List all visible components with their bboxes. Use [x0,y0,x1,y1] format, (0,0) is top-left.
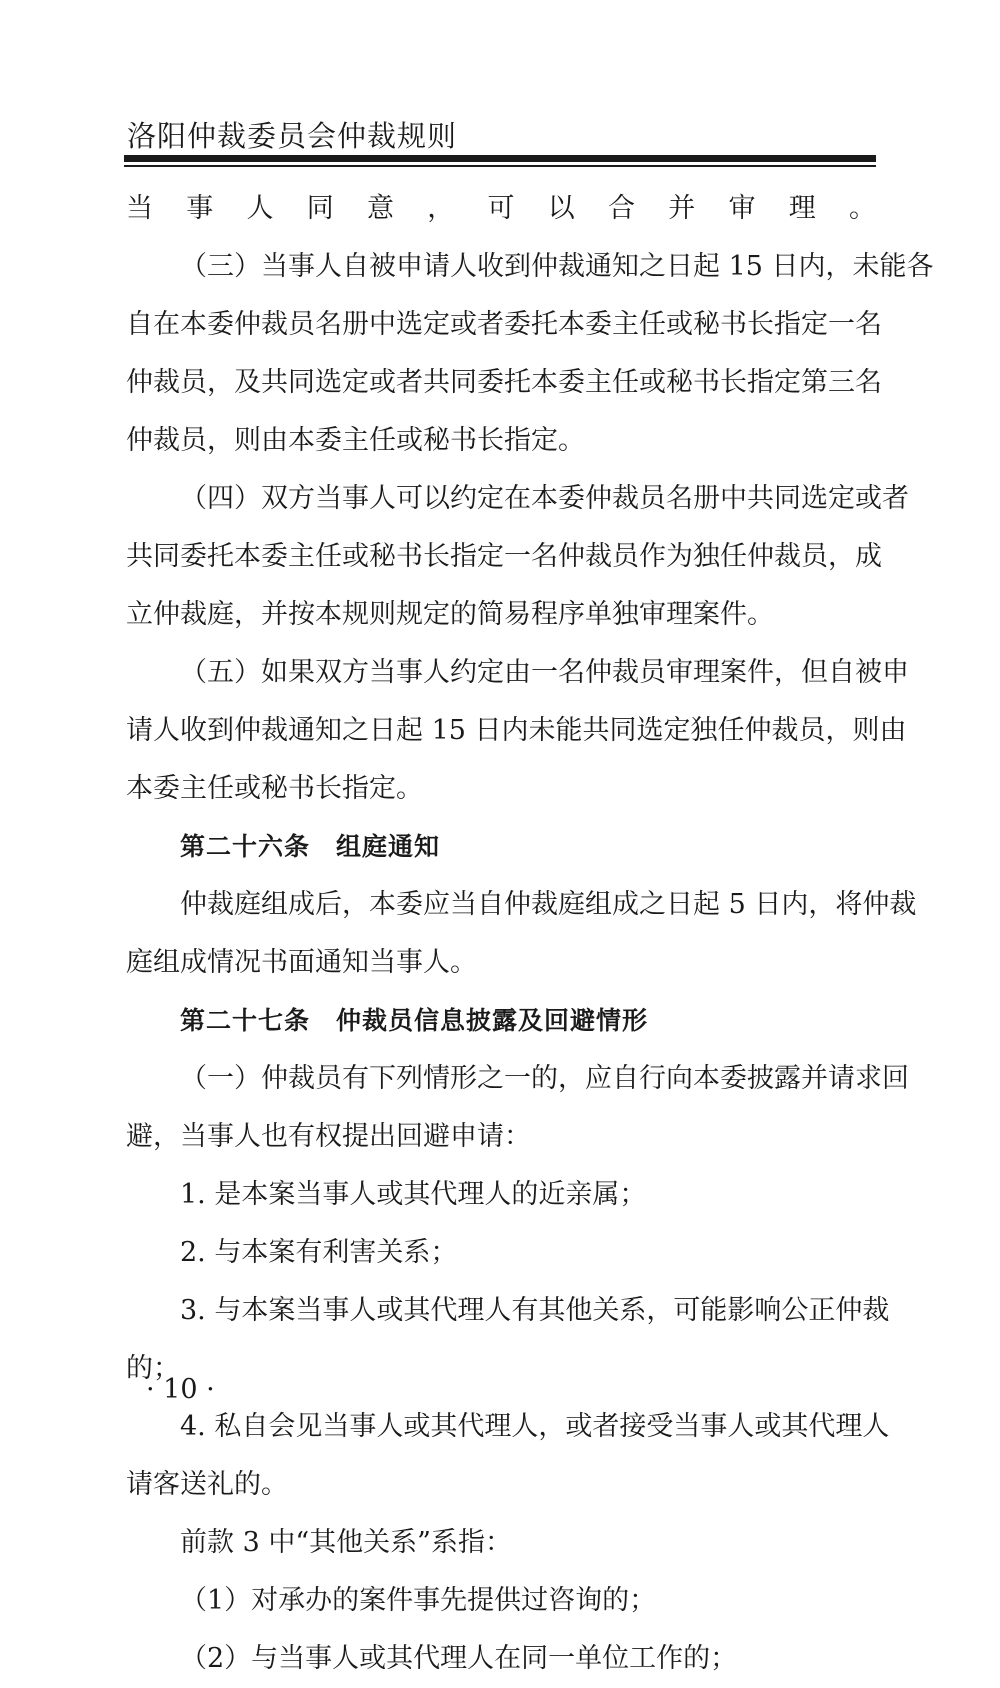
text-line: （五）如果双方当事人约定由一名仲裁员审理案件，但自被申 [180,657,909,688]
header-rule-thick [124,155,876,162]
text-line: （一）仲裁员有下列情形之一的，应自行向本委披露并请求回 [180,1063,909,1094]
text-line: 仲裁庭组成后，本委应当自仲裁庭组成之日起 5 日内，将仲裁 [180,889,917,920]
text-line: 仲裁员，则由本委主任或秘书长指定。 [126,425,585,456]
text-line: 立仲裁庭，并按本规则规定的简易程序单独审理案件。 [126,599,774,630]
article-heading: 第二十七条 仲裁员信息披露及回避情形 [180,1006,649,1035]
text-line: 自在本委仲裁员名册中选定或者委托本委主任或秘书长指定一名 [126,309,882,340]
running-header-title: 洛阳仲裁委员会仲裁规则 [127,119,458,153]
text-line: （三）当事人自被申请人收到仲裁通知之日起 15 日内，未能各 [180,251,934,282]
text-line: 仲裁员，及共同选定或者共同委托本委主任或秘书长指定第三名 [126,367,882,398]
header-rule-thin [124,165,876,167]
text-line: （1）对承办的案件事先提供过咨询的； [180,1585,657,1616]
text-line: 3. 与本案当事人或其代理人有其他关系，可能影响公正仲裁 [180,1295,890,1326]
text-line: 4. 私自会见当事人或其代理人，或者接受当事人或其代理人 [180,1411,890,1442]
text-line: （2）与当事人或其代理人在同一单位工作的； [180,1643,738,1674]
text-line: 避，当事人也有权提出回避申请： [126,1121,531,1152]
article-heading: 第二十六条 组庭通知 [180,832,441,861]
text-line: 请人收到仲裁通知之日起 15 日内未能共同选定独任仲裁员，则由 [126,715,907,746]
text-line: 1. 是本案当事人或其代理人的近亲属； [180,1179,647,1210]
text-line: 庭组成情况书面通知当事人。 [126,947,477,978]
text-line: 共同委托本委主任或秘书长指定一名仲裁员作为独任仲裁员，成 [126,541,882,572]
text-line: 请客送礼的。 [126,1469,288,1500]
page-number: · 10 · [146,1374,215,1405]
text-line: 的； [126,1353,180,1384]
text-line: 本委主任或秘书长指定。 [126,773,423,804]
text-line: 前款 3 中“其他关系”系指： [180,1527,512,1558]
text-line: 当事人同意，可以合并审理。 [126,193,876,224]
text-line: 2. 与本案有利害关系； [180,1237,458,1268]
text-line: （四）双方当事人可以约定在本委仲裁员名册中共同选定或者 [180,483,909,514]
body-text [126,180,934,1688]
